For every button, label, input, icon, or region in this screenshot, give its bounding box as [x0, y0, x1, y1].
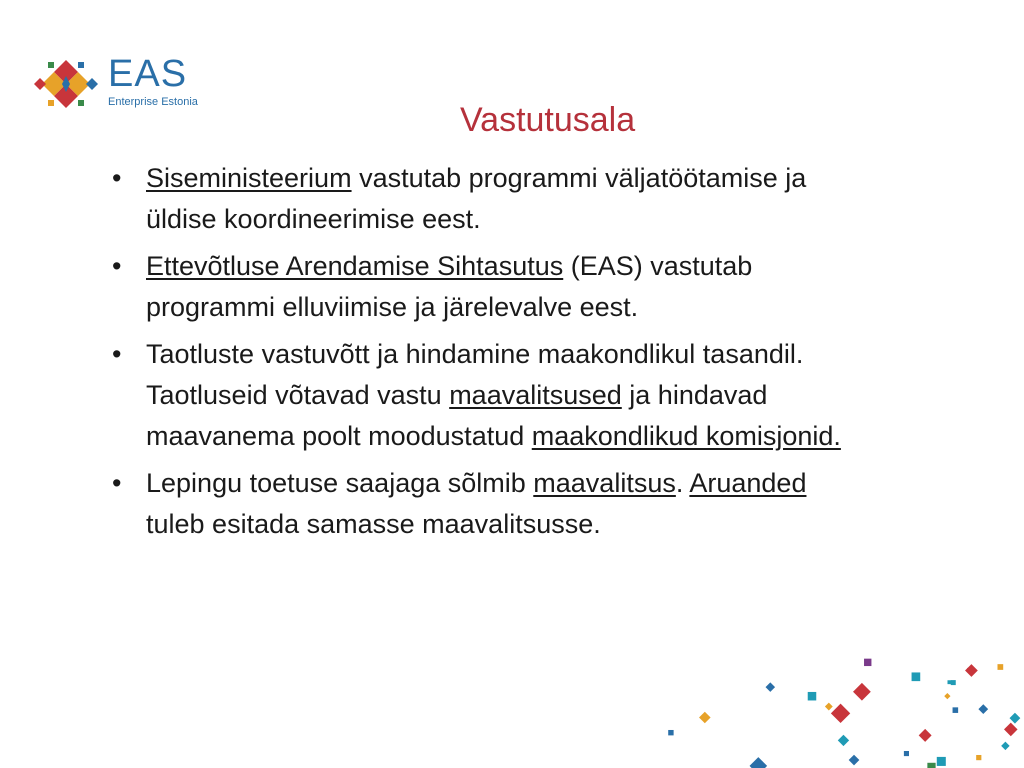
eas-ornament-icon [30, 54, 102, 114]
ornament-piece [937, 757, 946, 766]
underlined-term: maavalitsus [533, 468, 676, 498]
ornament-piece [944, 693, 950, 699]
bullet-item [110, 246, 870, 328]
bullet-text: Taotluste vastuvõtt ja hindamine maakondlikul tasandil. Taotluseid võtavad vastu [146, 339, 804, 410]
logo-name: EAS [108, 53, 188, 95]
slide-title: Vastutusala [460, 101, 636, 139]
ornament-piece [668, 730, 673, 735]
ornament-piece [927, 763, 935, 768]
ornament-piece [853, 683, 871, 701]
bullet-item [110, 158, 870, 240]
ornament-piece [904, 751, 909, 756]
ornament-piece [1010, 713, 1021, 724]
bullet-text: (EAS) vastutab programmi elluviimise ja järelevalve eest. [146, 251, 753, 322]
bullet-dot: • [112, 251, 122, 281]
bullet-dot: • [112, 339, 122, 369]
bullet-item [110, 334, 870, 457]
ornament-piece [912, 672, 921, 681]
ornament-piece [947, 680, 951, 684]
eas-logo [30, 54, 220, 114]
underlined-term: maakondlikud komisjonid. [531, 421, 841, 451]
underlined-term: maavalitsused [449, 380, 622, 410]
underlined-term: Aruanded [689, 468, 807, 498]
bullet-dot: • [112, 468, 122, 498]
ornament-piece [750, 757, 768, 768]
ornament-piece [976, 755, 981, 760]
ornament-piece [953, 707, 959, 713]
bullet-list [110, 158, 870, 551]
ornament-piece [1004, 723, 1018, 737]
ornament-piece [951, 680, 956, 685]
ornament-piece [699, 712, 711, 724]
ornament-piece [766, 682, 776, 692]
bullet-text: Lepingu toetuse saajaga sõlmib [146, 468, 534, 498]
ornament-piece [965, 664, 978, 677]
ornament-piece [825, 703, 833, 711]
ornament-piece [831, 704, 850, 723]
ornament-pattern-icon [440, 560, 1024, 768]
underlined-term: Siseministeerium [146, 163, 352, 193]
bullet-text: ja hindavad maavanema poolt moodustatud [146, 380, 768, 451]
ornament-piece [808, 692, 817, 701]
ornament-piece [849, 755, 860, 766]
ornament-piece [1001, 742, 1009, 750]
bullet-item [110, 463, 870, 545]
bullet-text: vastutab programmi väljatöötamise ja üldise koordineerimise eest. [146, 163, 807, 234]
logo-subtitle: Enterprise Estonia [108, 96, 198, 108]
ornament-piece [997, 664, 1003, 670]
ornament-piece [919, 729, 932, 742]
ornament-piece [838, 735, 849, 746]
ornament-piece [978, 704, 988, 714]
bullet-text: tuleb esitada samasse maavalitsusse. [146, 509, 601, 539]
ornament-piece [864, 659, 871, 666]
bullet-dot: • [112, 163, 122, 193]
bullet-text: . [675, 468, 690, 498]
underlined-term: Ettevõtluse Arendamise Sihtasutus [146, 251, 564, 281]
